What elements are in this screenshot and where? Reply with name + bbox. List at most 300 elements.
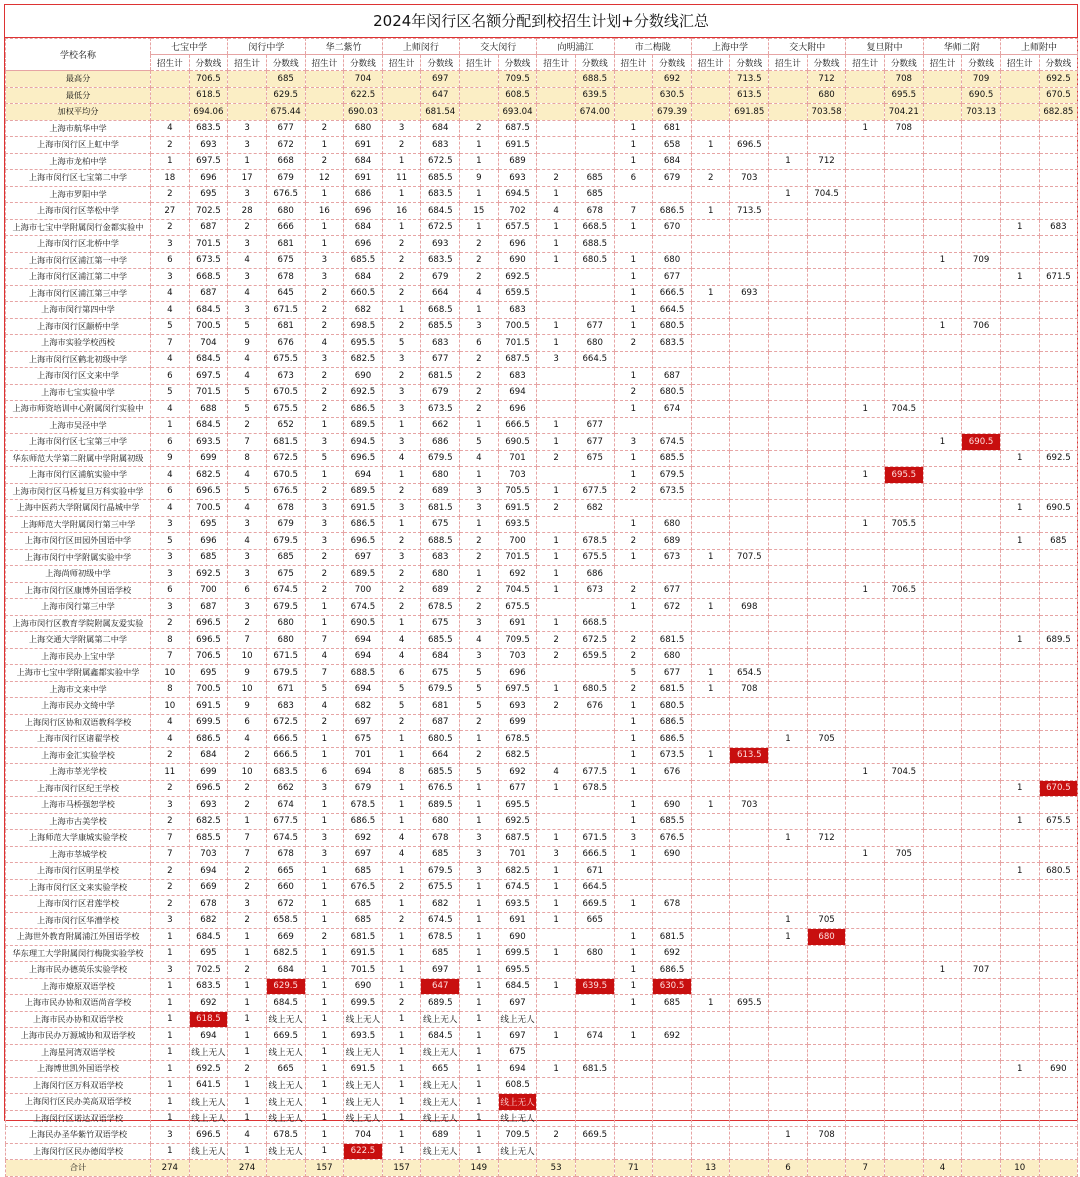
- quota-cell: 10: [151, 665, 190, 682]
- quota-cell: [846, 285, 885, 302]
- quota-cell: [691, 978, 730, 995]
- score-cell: 680.5: [421, 731, 460, 748]
- score-cell: [807, 318, 846, 335]
- quota-cell: [537, 731, 576, 748]
- score-cell: [807, 467, 846, 484]
- stat-empty-cell: [537, 87, 576, 104]
- score-cell: [653, 863, 692, 880]
- middle-school-name: 上海市航华中学: [6, 120, 151, 137]
- quota-cell: 1: [846, 582, 885, 599]
- quota-cell: 3: [460, 615, 499, 632]
- quota-cell: 1: [1000, 780, 1039, 797]
- quota-cell: 1: [151, 1011, 190, 1028]
- table-row: [6, 764, 1078, 781]
- quota-cell: 2: [537, 648, 576, 665]
- stat-value: 681.54: [421, 104, 460, 121]
- quota-cell: 2: [460, 384, 499, 401]
- stat-value: 647: [421, 87, 460, 104]
- quota-cell: [923, 351, 962, 368]
- quota-cell: 1: [382, 1077, 421, 1094]
- score-cell: 608.5: [498, 1077, 537, 1094]
- score-cell: 677: [653, 665, 692, 682]
- score-cell: 694: [344, 764, 383, 781]
- score-cell: 680.5: [575, 252, 614, 269]
- stat-value: 690.03: [344, 104, 383, 121]
- score-cell: 701.5: [189, 384, 228, 401]
- score-cell: [730, 351, 769, 368]
- score-cell: 704: [189, 335, 228, 352]
- stat-empty-cell: [846, 71, 885, 88]
- quota-cell: 2: [382, 236, 421, 253]
- quota-cell: [769, 1044, 808, 1061]
- score-cell: [885, 368, 924, 385]
- middle-school-name: 上海市燎原双语学校: [6, 978, 151, 995]
- score-cell: [962, 137, 1001, 154]
- score-cell: 692.5: [1039, 450, 1078, 467]
- stat-value: 692: [653, 71, 692, 88]
- quota-cell: 2: [460, 368, 499, 385]
- quota-cell: 2: [460, 533, 499, 550]
- table-row: [6, 1143, 1078, 1160]
- quota-cell: [846, 236, 885, 253]
- score-cell: [885, 599, 924, 616]
- quota-cell: 2: [382, 285, 421, 302]
- table-row: [6, 500, 1078, 517]
- quota-cell: [691, 500, 730, 517]
- score-cell: 696: [344, 203, 383, 220]
- school-name-header: 学校名称: [6, 39, 151, 71]
- score-cell: 678: [266, 500, 305, 517]
- quota-cell: 2: [151, 137, 190, 154]
- quota-cell: 1: [537, 945, 576, 962]
- score-cell: [1039, 599, 1078, 616]
- quota-cell: [537, 665, 576, 682]
- subcol-header: 分数线: [498, 55, 537, 71]
- quota-cell: [537, 1143, 576, 1160]
- score-cell: [885, 434, 924, 451]
- middle-school-name: 上海市罗阳中学: [6, 186, 151, 203]
- middle-school-name: 上海市闵行区浦江第二中学: [6, 269, 151, 286]
- quota-cell: 16: [382, 203, 421, 220]
- score-cell: [962, 764, 1001, 781]
- table-row: [6, 368, 1078, 385]
- score-cell: 676: [266, 335, 305, 352]
- quota-cell: 5: [382, 698, 421, 715]
- score-cell: [962, 978, 1001, 995]
- score-cell: 690: [344, 978, 383, 995]
- middle-school-name: 上海交通大学附属第二中学: [6, 632, 151, 649]
- score-cell: [885, 137, 924, 154]
- table-row: [6, 1077, 1078, 1094]
- quota-cell: [537, 368, 576, 385]
- score-cell: [1039, 830, 1078, 847]
- score-cell: 677.5: [575, 483, 614, 500]
- score-cell: [807, 401, 846, 418]
- quota-cell: 2: [382, 252, 421, 269]
- score-cell: 681: [421, 698, 460, 715]
- score-cell: 686.5: [189, 731, 228, 748]
- quota-cell: [769, 401, 808, 418]
- score-cell: 680.5: [653, 318, 692, 335]
- quota-cell: 2: [305, 318, 344, 335]
- quota-cell: 1: [537, 863, 576, 880]
- quota-cell: 2: [537, 500, 576, 517]
- quota-cell: [923, 912, 962, 929]
- quota-cell: [614, 500, 653, 517]
- quota-cell: 4: [228, 351, 267, 368]
- score-cell: 695.5: [344, 335, 383, 352]
- quota-cell: 1: [460, 417, 499, 434]
- quota-cell: 2: [305, 714, 344, 731]
- score-cell: 629.5: [266, 978, 305, 995]
- quota-cell: 3: [228, 186, 267, 203]
- middle-school-name: 上海市民办上宝中学: [6, 648, 151, 665]
- quota-cell: 6: [151, 434, 190, 451]
- quota-cell: 3: [382, 120, 421, 137]
- table-row: [6, 384, 1078, 401]
- quota-cell: [846, 269, 885, 286]
- score-cell: 699: [189, 450, 228, 467]
- quota-cell: [1000, 236, 1039, 253]
- score-cell: [730, 714, 769, 731]
- quota-cell: 1: [460, 1110, 499, 1127]
- score-cell: [962, 120, 1001, 137]
- score-cell: [885, 335, 924, 352]
- score-cell: [575, 747, 614, 764]
- score-cell: 678.5: [266, 1127, 305, 1144]
- score-cell: [653, 780, 692, 797]
- score-cell: 662: [421, 417, 460, 434]
- stat-value: 695.5: [885, 87, 924, 104]
- score-cell: [653, 236, 692, 253]
- score-cell: 668.5: [575, 615, 614, 632]
- total-empty-cell: [498, 1160, 537, 1177]
- score-cell: 677: [421, 351, 460, 368]
- score-cell: [653, 351, 692, 368]
- quota-cell: [923, 879, 962, 896]
- subcol-header: 招生计: [228, 55, 267, 71]
- score-cell: [885, 962, 924, 979]
- quota-cell: [769, 417, 808, 434]
- quota-cell: 1: [382, 1011, 421, 1028]
- stat-empty-cell: [537, 71, 576, 88]
- score-cell: [962, 1011, 1001, 1028]
- table-row: [6, 714, 1078, 731]
- quota-cell: 15: [460, 203, 499, 220]
- quota-cell: [769, 533, 808, 550]
- score-cell: 684.5: [421, 1028, 460, 1045]
- quota-cell: [691, 962, 730, 979]
- quota-cell: 1: [614, 401, 653, 418]
- score-cell: 683: [498, 368, 537, 385]
- quota-cell: [923, 137, 962, 154]
- score-cell: 693.5: [498, 516, 537, 533]
- quota-cell: [1000, 665, 1039, 682]
- quota-cell: [691, 186, 730, 203]
- quota-cell: [1000, 516, 1039, 533]
- quota-cell: [1000, 318, 1039, 335]
- score-cell: [885, 698, 924, 715]
- total-quota: 4: [923, 1160, 962, 1177]
- quota-cell: 1: [537, 1028, 576, 1045]
- quota-cell: 1: [382, 1044, 421, 1061]
- score-cell: 689: [653, 533, 692, 550]
- total-quota: 7: [846, 1160, 885, 1177]
- quota-cell: [691, 632, 730, 649]
- quota-cell: 5: [151, 318, 190, 335]
- quota-cell: [691, 1011, 730, 1028]
- table-row: [6, 1044, 1078, 1061]
- quota-cell: [923, 269, 962, 286]
- stat-value: 709.5: [498, 71, 537, 88]
- score-cell: 686.5: [653, 962, 692, 979]
- score-cell: 696: [498, 236, 537, 253]
- middle-school-name: 上海市民办万源城协和双语学校: [6, 1028, 151, 1045]
- quota-cell: 1: [537, 879, 576, 896]
- quota-cell: 1: [691, 549, 730, 566]
- score-cell: 682.5: [498, 747, 537, 764]
- total-empty-cell: [189, 1160, 228, 1177]
- score-cell: 671.5: [1039, 269, 1078, 286]
- score-cell: [807, 533, 846, 550]
- stat-empty-cell: [691, 104, 730, 121]
- quota-cell: 1: [1000, 533, 1039, 550]
- quota-cell: [846, 1094, 885, 1111]
- score-cell: [575, 599, 614, 616]
- score-cell: 695: [189, 945, 228, 962]
- score-cell: 702.5: [189, 203, 228, 220]
- stat-empty-cell: [769, 104, 808, 121]
- quota-cell: 3: [305, 780, 344, 797]
- score-cell: [962, 1110, 1001, 1127]
- quota-cell: [537, 1011, 576, 1028]
- score-cell: 675.5: [266, 351, 305, 368]
- quota-cell: 1: [846, 764, 885, 781]
- score-cell: 684.5: [266, 995, 305, 1012]
- score-cell: [1039, 285, 1078, 302]
- score-cell: 679: [421, 384, 460, 401]
- score-cell: [807, 648, 846, 665]
- quota-cell: 1: [305, 731, 344, 748]
- quota-cell: 2: [537, 632, 576, 649]
- quota-cell: 1: [382, 1028, 421, 1045]
- score-cell: [1039, 467, 1078, 484]
- quota-cell: [691, 516, 730, 533]
- quota-cell: [769, 962, 808, 979]
- score-cell: [962, 368, 1001, 385]
- score-cell: [962, 599, 1001, 616]
- score-cell: 689.5: [344, 417, 383, 434]
- score-cell: 705: [807, 912, 846, 929]
- score-cell: [730, 731, 769, 748]
- score-cell: [962, 632, 1001, 649]
- quota-cell: 2: [382, 318, 421, 335]
- quota-cell: [769, 879, 808, 896]
- quota-cell: [769, 978, 808, 995]
- score-cell: [575, 368, 614, 385]
- quota-cell: 1: [460, 1143, 499, 1160]
- quota-cell: [769, 780, 808, 797]
- quota-cell: 2: [460, 714, 499, 731]
- score-cell: 692.5: [189, 1061, 228, 1078]
- quota-cell: 3: [228, 137, 267, 154]
- score-cell: [885, 1143, 924, 1160]
- score-cell: 688.5: [575, 236, 614, 253]
- quota-cell: [537, 797, 576, 814]
- stat-value: 680: [807, 87, 846, 104]
- score-cell: 691: [498, 615, 537, 632]
- quota-cell: [614, 1127, 653, 1144]
- score-cell: 690.5: [498, 434, 537, 451]
- quota-cell: [691, 401, 730, 418]
- table-row: [6, 170, 1078, 187]
- quota-cell: [1000, 549, 1039, 566]
- score-cell: 675.5: [421, 879, 460, 896]
- quota-cell: 2: [228, 780, 267, 797]
- score-cell: [730, 401, 769, 418]
- score-cell: [962, 813, 1001, 830]
- quota-cell: [1000, 137, 1039, 154]
- subcol-header: 招生计: [305, 55, 344, 71]
- quota-cell: 1: [846, 401, 885, 418]
- quota-cell: [537, 1044, 576, 1061]
- quota-cell: [923, 236, 962, 253]
- quota-cell: [769, 467, 808, 484]
- score-cell: [962, 1143, 1001, 1160]
- quota-cell: [691, 368, 730, 385]
- quota-cell: 1: [537, 417, 576, 434]
- score-cell: [807, 863, 846, 880]
- quota-cell: 1: [537, 335, 576, 352]
- quota-cell: [691, 912, 730, 929]
- score-cell: [575, 384, 614, 401]
- score-cell: 686: [421, 434, 460, 451]
- quota-cell: 3: [151, 549, 190, 566]
- score-cell: [1039, 120, 1078, 137]
- subcol-header: 招生计: [382, 55, 421, 71]
- quota-cell: 4: [460, 285, 499, 302]
- quota-cell: 4: [228, 533, 267, 550]
- quota-cell: 2: [382, 599, 421, 616]
- score-cell: [1039, 1127, 1078, 1144]
- quota-cell: 1: [228, 813, 267, 830]
- quota-cell: [769, 1094, 808, 1111]
- stat-value: 613.5: [730, 87, 769, 104]
- quota-cell: 1: [228, 1028, 267, 1045]
- middle-school-name: 上海闵行区民办德闳学校: [6, 1143, 151, 1160]
- quota-cell: [846, 153, 885, 170]
- score-cell: 694: [344, 632, 383, 649]
- quota-cell: 1: [305, 896, 344, 913]
- score-cell: 707: [962, 962, 1001, 979]
- stat-value: 629.5: [266, 87, 305, 104]
- score-cell: [807, 203, 846, 220]
- quota-cell: 1: [614, 285, 653, 302]
- quota-cell: [614, 1143, 653, 1160]
- quota-cell: 3: [460, 483, 499, 500]
- quota-cell: 1: [691, 137, 730, 154]
- score-cell: [885, 1110, 924, 1127]
- quota-cell: [846, 648, 885, 665]
- quota-cell: [769, 549, 808, 566]
- quota-cell: [614, 417, 653, 434]
- quota-cell: 1: [614, 318, 653, 335]
- score-cell: 701.5: [344, 962, 383, 979]
- table-row: [6, 747, 1078, 764]
- quota-cell: 1: [305, 945, 344, 962]
- stat-empty-cell: [460, 87, 499, 104]
- score-cell: 689.5: [344, 483, 383, 500]
- score-cell: [885, 879, 924, 896]
- subcol-header: 招生计: [537, 55, 576, 71]
- score-cell: 670.5: [266, 384, 305, 401]
- score-cell: [885, 1044, 924, 1061]
- score-cell: 690.5: [962, 434, 1001, 451]
- quota-cell: 2: [151, 863, 190, 880]
- score-cell: 线上无人: [421, 1110, 460, 1127]
- score-cell: 685: [575, 170, 614, 187]
- score-cell: [1039, 1110, 1078, 1127]
- score-cell: 689: [421, 483, 460, 500]
- score-cell: [807, 1110, 846, 1127]
- score-cell: 线上无人: [189, 1143, 228, 1160]
- score-cell: 677: [498, 780, 537, 797]
- score-cell: 线上无人: [189, 1044, 228, 1061]
- middle-school-name: 上海市闵行区莘松中学: [6, 203, 151, 220]
- score-cell: 706: [962, 318, 1001, 335]
- score-cell: [653, 1110, 692, 1127]
- quota-cell: 9: [460, 170, 499, 187]
- quota-cell: [923, 1094, 962, 1111]
- score-cell: [807, 1028, 846, 1045]
- table-row: [6, 516, 1078, 533]
- quota-cell: 7: [151, 830, 190, 847]
- middle-school-name: 上海市闵行区文来实验学校: [6, 879, 151, 896]
- quota-cell: [846, 599, 885, 616]
- score-cell: 660.5: [344, 285, 383, 302]
- quota-cell: [1000, 1044, 1039, 1061]
- quota-cell: [1000, 368, 1039, 385]
- score-cell: [962, 615, 1001, 632]
- total-row: [6, 1160, 1078, 1177]
- score-cell: 687.5: [498, 351, 537, 368]
- middle-school-name: 上海市闵行第四中学: [6, 302, 151, 319]
- score-cell: [575, 120, 614, 137]
- quota-cell: 3: [305, 533, 344, 550]
- middle-school-name: 上海市闵行区浦航实验中学: [6, 467, 151, 484]
- score-cell: [885, 896, 924, 913]
- score-cell: [1039, 929, 1078, 946]
- score-cell: 659.5: [498, 285, 537, 302]
- score-cell: 689.5: [1039, 632, 1078, 649]
- quota-cell: 1: [691, 747, 730, 764]
- score-cell: 658.5: [266, 912, 305, 929]
- quota-cell: 1: [460, 566, 499, 583]
- stat-value: 618.5: [189, 87, 228, 104]
- total-empty-cell: [575, 1160, 614, 1177]
- score-cell: [962, 236, 1001, 253]
- score-cell: [885, 285, 924, 302]
- score-cell: [885, 566, 924, 583]
- score-cell: 671.5: [266, 648, 305, 665]
- score-cell: [1039, 186, 1078, 203]
- quota-cell: 1: [923, 252, 962, 269]
- table-row: [6, 681, 1078, 698]
- score-cell: 704.5: [498, 582, 537, 599]
- quota-cell: [691, 615, 730, 632]
- score-cell: 694: [189, 1028, 228, 1045]
- score-cell: [885, 351, 924, 368]
